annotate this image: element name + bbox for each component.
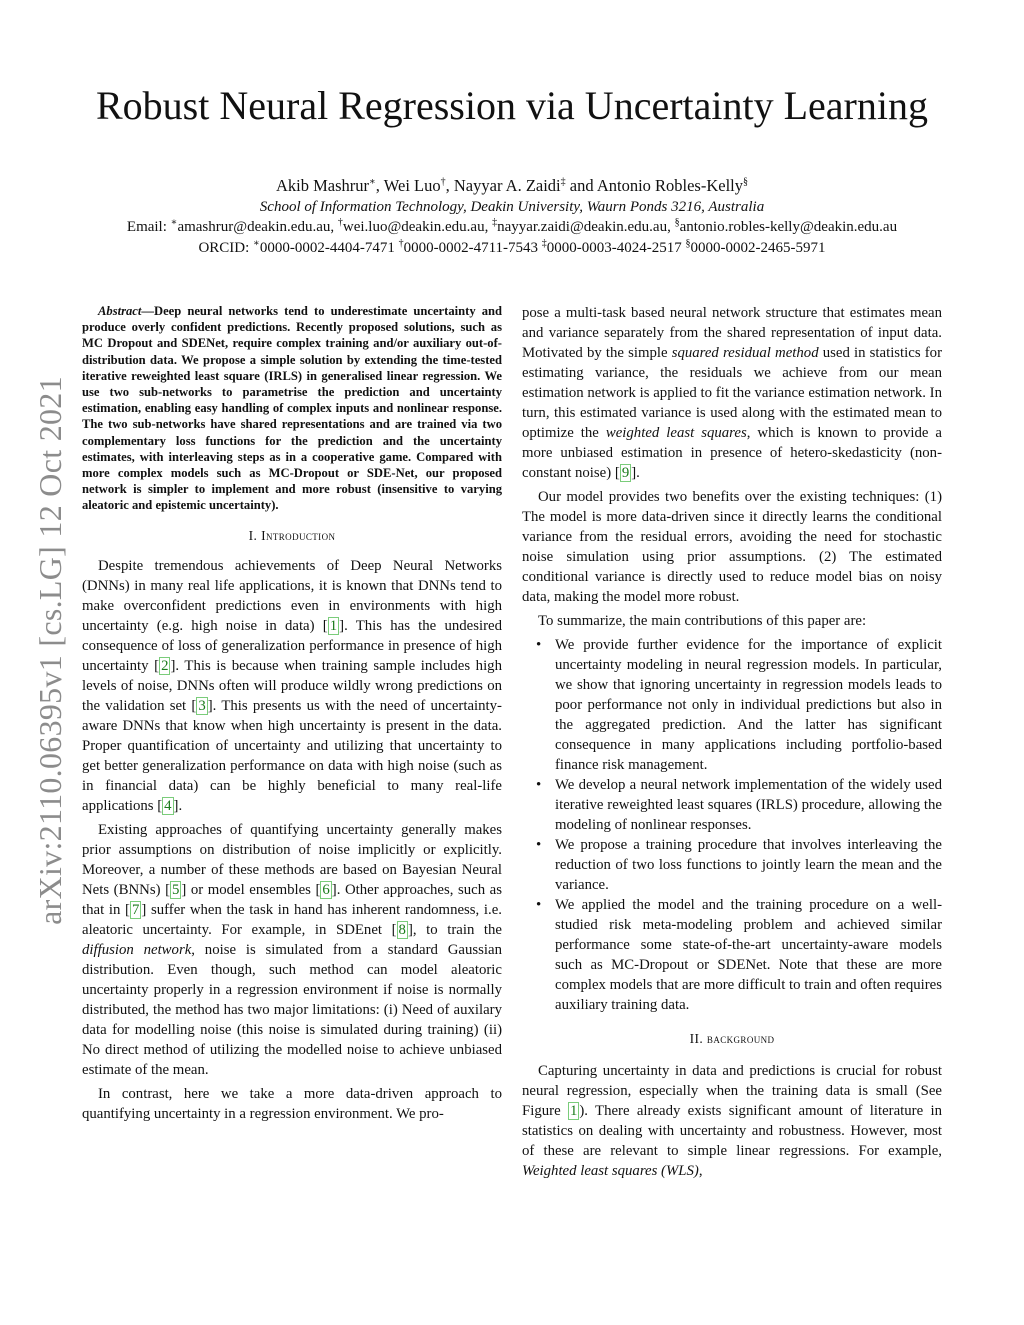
figure-link[interactable]: 1 xyxy=(569,1103,578,1119)
orcid-id: 0000-0003-4024-2517 xyxy=(546,240,682,256)
list-item: • We develop a neural network implementation of the widely used iterative reweighted least squares (IRLS) procedure, allowing the modeling of nonlinear responses. xyxy=(522,775,942,835)
text-run: or model ensembles xyxy=(186,881,316,898)
text-run: . This has the undesired consequence of loss of generalization performance in presence of high uncertainty xyxy=(82,617,502,674)
orcid-label: ORCID: xyxy=(198,240,250,256)
list-item: • We propose a training procedure that involves interleaving the reduction of two loss functions to jointly learn the mean and the variance. xyxy=(522,835,942,895)
introduction-body xyxy=(82,556,502,1124)
list-item: • We provide further evidence for the importance of explicit uncertainty modeling in neural regression models. In particular, we show that ignoring uncertainty in regression models leads to poor performance not only in individual predictions but also in the aggregated prediction. And the latter has significant consequence in many applications including portfolio-based finance risk management. xyxy=(522,635,942,775)
orcid-id: 0000-0002-4404-7471 xyxy=(259,240,395,256)
citation-link[interactable]: 5 xyxy=(172,881,180,898)
email-address[interactable]: amashrur@deakin.edu.au, xyxy=(177,219,335,235)
emphasis: squared residual method xyxy=(671,345,819,361)
section-heading-introduction xyxy=(82,528,502,544)
citation-link[interactable]: 6 xyxy=(322,881,330,898)
author-name: Akib Mashrur xyxy=(275,176,369,195)
paragraph: To summarize, the main contributions of this paper are: xyxy=(538,613,867,629)
citation-link[interactable]: 7 xyxy=(131,901,140,918)
arxiv-stamp xyxy=(30,360,70,940)
author-line: Akib Mashrur∗, Wei Luo†, Nayyar A. Zaidi‡ and Antonio Robles-Kelly§ xyxy=(275,176,749,195)
text-run: Capturing uncertainty in data and predictions is crucial for robust neural regression, especially when the training data is small (See Figure xyxy=(522,1063,942,1119)
citation-link[interactable]: 8 xyxy=(398,921,406,938)
section-heading-background xyxy=(522,1029,942,1049)
email-line xyxy=(0,219,1024,236)
paragraph: Our model provides two benefits over the existing techniques: (1) The model is more data-driven since it directly learns the conditional variance from the residual errors, avoiding the need for stochastic noise simulation using prior assumptions. (2) The estimated conditional variance is directly used to reduce model bias on noisy data, making the model more robust. xyxy=(522,489,942,605)
paragraph: pose a multi-task based neural network structure that estimates mean and variance separately from the shared representation of input data. Motivated by the simple squared residual method used in statistics for estimating variance, the residuals we achieve from our mean estimation network is applied to fit the variance estimation network. In turn, this estimated variance is used along with the estimated mean to optimize the weighted least squares, which is known to provide a more unbiased estimation in presence of hetero-skedasticity (non-constant noise) [ 9 ]. xyxy=(522,305,942,481)
text-run: . This is because when training sample includes high levels of noise, DNNs often will produce wildly wrong predictions on the validation set xyxy=(82,657,502,714)
citation-link[interactable]: 4 xyxy=(164,797,172,814)
arxiv-stamp-text: arXiv:2110.06395v1 [cs.LG] 12 Oct 2021 xyxy=(31,375,68,925)
author-mark: ‡ xyxy=(560,176,566,188)
author-mark: § xyxy=(743,176,749,188)
citation-link[interactable]: 1 xyxy=(329,617,338,634)
right-column xyxy=(522,303,942,1185)
text-run: ). There already exists significant amount of literature in statistics on dealing with uncertainty and robustness. However, most of these are relevant to simple linear regressions. For example, xyxy=(522,1103,942,1159)
author-mark: † xyxy=(440,176,446,188)
author-mark: § xyxy=(674,217,680,228)
orcid-id: 0000-0002-2465-5971 xyxy=(690,240,826,256)
paragraph: Despite tremendous achievements of Deep Neural Networks (DNNs) in many real life applications, it is known that DNNs tend to make overconfident predictions even in environments with high uncertainty (e.g. high noise in data) [ 1 ]. This has the undesired consequence of loss of generalization performance in presence of high uncertainty [ 2 ]. This is because when training sample includes high levels of noise, DNNs often will produce wildly wrong predictions on the validation set [ 3 ]. This presents us with the need of uncertainty-aware DNNs that know when high uncertainty is present in the data. Proper quantification of uncertainty and utilizing that uncertainty to get better generalization performance on data with high noise (such as in financial data) can be highly beneficial to many real-life applications [ 4 ]. xyxy=(82,557,502,814)
text-run: . xyxy=(178,797,183,814)
paragraph: In contrast, here we take a more data-driven approach to quantifying uncertainty in a regression environment. We pro- xyxy=(82,1085,502,1122)
abstract-dash: — xyxy=(141,304,154,318)
citation-link[interactable]: 2 xyxy=(161,657,169,674)
abstract-label: Abstract xyxy=(98,304,142,318)
text-run: , noise is simulated from a standard Gaussian distribution. Even though, such method can model aleatoric uncertainty properly in a regression environment if noise is normally distributed, the method has two major limitations: (i) Need of auxilary data for modelling noise (this noise is simulated during training) (ii) No direct method of utilizing the modelled noise to achieve unbiased estimate of the mean. xyxy=(82,941,502,1078)
affiliation: School of Information Technology, Deakin University, Waurn Ponds 3216, Australia xyxy=(259,199,765,215)
author-mark: † xyxy=(398,238,404,249)
section-title: Introduction xyxy=(261,527,336,543)
section-title: background xyxy=(706,1031,775,1046)
list-item: • We applied the model and the training procedure on a well-studied risk meta-modeling problem and achieved similar performance some state-of-the-art uncertainty-aware models such as MC-Dropout or SDENet. Note that these are more complex models that are more difficult to train and often requires auxiliary training data. xyxy=(522,895,942,1015)
email-address[interactable]: nayyar.zaidi@deakin.edu.au, xyxy=(497,219,671,235)
author-name: Antonio Robles-Kelly xyxy=(596,176,744,195)
email-address[interactable]: antonio.robles-kelly@deakin.edu.au xyxy=(679,219,898,235)
text-run: pose a multi-task based neural network structure that estimates mean and variance separately from the shared representation of input data. Motivated by the simple xyxy=(522,305,942,361)
emphasis: weighted least squares xyxy=(605,425,747,441)
email-address[interactable]: wei.luo@deakin.edu.au, xyxy=(342,219,489,235)
text-run: Existing approaches of quantifying uncertainty generally makes prior assumptions on distribution of noise implicitly or explicitly. Moreover, a number of these methods are based on Bayesian Neural Nets (BNNs) xyxy=(82,821,502,898)
orcid-id: 0000-0002-4711-7543 xyxy=(403,240,539,256)
emphasis: diffusion network xyxy=(82,941,192,958)
author-name: Wei Luo xyxy=(383,176,441,195)
author-mark: § xyxy=(685,238,691,249)
text-run: . This presents us with the need of uncertainty-aware DNNs that know when high uncertainty is present in the data. Proper quantification of uncertainty and utilizing that uncertainty to get better generalization performance on data with high noise (such as in financial data) can be highly beneficial to many real-life applications xyxy=(82,697,502,814)
text-run: used in statistics for estimating variance, the residuals we achieve from our mean estimation network is applied to fit the variance estimation network. In turn, this estimated variance is used along with the estimated mean to optimize the xyxy=(522,345,942,441)
text-run: suffer when the task in hand has inherent randomness, i.e. aleatoric uncertainty. For example, in SDEnet xyxy=(82,901,502,938)
text-run: , xyxy=(698,1163,703,1179)
text-run: . Other approaches, such as that in xyxy=(82,881,502,918)
author-mark: ∗ xyxy=(369,176,376,188)
contributions-list xyxy=(522,635,942,1015)
abstract-text: Deep neural networks tend to underestimate uncertainty and produce overly confident predictions. Recently proposed solutions, such as MC Dropout and SDENet, require complex training and/or auxiliary out-of-distribution data. We propose a simple solution by extending the time-tested iterative reweighted least square (IRLS) in generalised linear regression. We use two sub-networks to parametrise the prediction and uncertainty estimation, enabling easy handling of complex inputs and nonlinear response. The two sub-networks have shared representations and are trained via two complementary loss functions for the prediction and the uncertainty estimates, with interleaving steps as in a cooperative game. Compared with more complex models such as MC-Dropout or SDE-Net, our proposed network is simpler to implement and more robust (insensitive to varying aleatoric and epistemic uncertainty). xyxy=(82,304,502,513)
text-run: . xyxy=(636,465,640,481)
author-mark: ‡ xyxy=(492,217,498,228)
left-column xyxy=(82,303,502,1128)
orcid-line xyxy=(0,240,1024,257)
text-run: , to train the xyxy=(412,921,502,938)
paragraph: Existing approaches of quantifying uncertainty generally makes prior assumptions on distribution of noise implicitly or explicitly. Moreover, a number of these methods are based on Bayesian Neural Nets (BNNs) [ 5 ] or model ensembles [ 6 ]. Other approaches, such as that in [ 7 ] suffer when the task in hand has inherent randomness, i.e. aleatoric uncertainty. For example, in SDEnet [ 8 ], to train the diffusion network, noise is simulated from a standard Gaussian distribution. Even though, such method can model aleatoric uncertainty properly in a regression environment if noise is normally distributed, the method has two major limitations: (i) Need of auxilary data for modelling noise (this noise is simulated during training) (ii) No direct method of utilizing the modelled noise to achieve unbiased estimate of the mean. xyxy=(82,821,502,1078)
author-conjunction: and xyxy=(569,176,594,195)
section-number: I. xyxy=(248,527,258,543)
citation-link[interactable]: 3 xyxy=(198,697,206,714)
author-mark: ∗ xyxy=(170,217,178,228)
text-run: Despite tremendous achievements of Deep Neural Networks (DNNs) in many real life applications, it is known that DNNs tend to make overconfident predictions even in environments with high uncertainty (e.g. high noise in data) xyxy=(82,557,502,634)
author-mark: ‡ xyxy=(541,238,547,249)
author-name: Nayyar A. Zaidi xyxy=(453,176,561,195)
paper-title: Robust Neural Regression via Uncertainty Learning xyxy=(96,83,928,128)
text-run: , which is known to provide a more unbiased estimation in presence of hetero-skedasticity (non-constant noise) xyxy=(522,425,942,481)
emphasis: Weighted least squares (WLS) xyxy=(522,1163,699,1179)
abstract xyxy=(82,303,502,514)
paragraph xyxy=(522,1061,942,1181)
citation-link[interactable]: 9 xyxy=(621,465,630,481)
author-mark: ∗ xyxy=(253,238,260,249)
author-mark: † xyxy=(337,217,343,228)
email-label: Email: xyxy=(126,219,167,235)
section-number: II. xyxy=(689,1031,704,1046)
